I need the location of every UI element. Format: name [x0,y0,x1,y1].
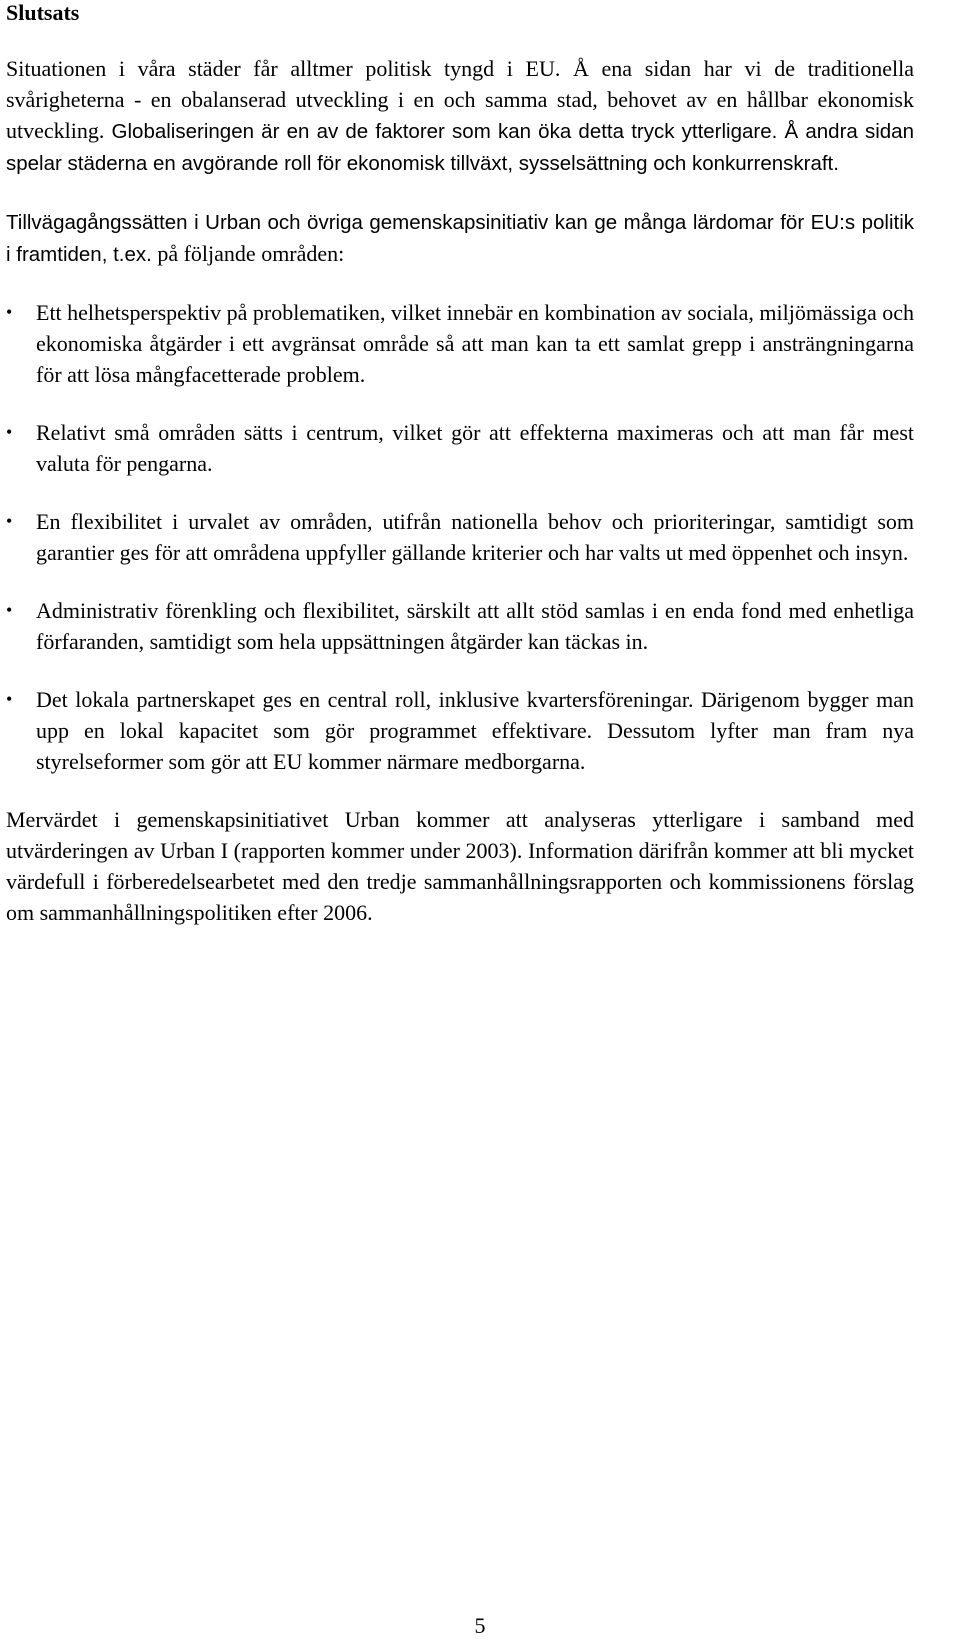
list-item-text: Relativt små områden sätts i centrum, vilket gör att effekterna maximeras och att man får mest valuta för pengarna. [36,420,914,476]
list-item [6,684,914,777]
intro-text-serif: Situationen i våra städer får alltmer politisk tyngd i EU. Å ena sidan har vi de traditionella svårigheterna - en obalanserad utveckling i en och samma stad, behovet av en hållbar ekonomisk utveckling. [6,56,914,143]
bullet-icon: • [6,689,13,709]
intro-paragraph [6,53,914,179]
list-item-text: Administrativ förenkling och flexibilitet, särskilt att allt stöd samlas i en enda fond med enhetliga förfaranden, samtidigt som hela uppsättningen åtgärder kan täckas in. [36,598,914,654]
conclusion-paragraph: Mervärdet i gemenskapsinitiativet Urban kommer att analyseras ytterligare i samband med utvärderingen av Urban I (rapporten kommer under 2003). Information därifrån kommer att bli mycket värdefull i förberedelsearbetet med den tredje sammanhållningsrapporten och kommissionens förslag om sammanhållningspolitiken efter 2006. [6,807,914,925]
lessons-list [6,297,914,777]
list-item [6,595,914,657]
list-item-text: En flexibilitet i urvalet av områden, utifrån nationella behov och prioriteringar, samtidigt som garantier ges för att områdena uppfyller gällande kriterier och har valts ut med öppenhet och insyn. [36,509,914,565]
bullet-icon: • [6,511,13,531]
bullet-icon: • [6,422,13,442]
document-page [6,0,914,928]
bullet-icon: • [6,302,13,322]
list-item-text: Ett helhetsperspektiv på problematiken, vilket innebär en kombination av sociala, miljömässiga och ekonomiska åtgärder i ett avgränsat område så att man kan ta ett samlat grepp i ansträngningarna för att lösa mångfacetterade problem. [36,300,914,387]
lessons-text-sans: Tillvägagångssätten i Urban och övriga gemenskapsinitiativ kan ge många lärdomar för EU:s politik i framtiden, t.ex. [6,211,914,266]
lessons-text-serif: på följande områden: [151,241,345,266]
list-item-text: Det lokala partnerskapet ges en central roll, inklusive kvartersföreningar. Därigenom bygger man upp en lokal kapacitet som gör programmet effektivare. Dessutom lyfter man fram nya styrelseformer som gör att EU kommer närmare medborgarna. [36,687,914,774]
list-item [6,297,914,390]
list-item [6,417,914,479]
bullet-icon: • [6,600,13,620]
page-number: 5 [474,1613,486,1638]
intro-text-sans: Globaliseringen är en av de faktorer som kan öka detta tryck ytterligare. Å andra sidan spelar städerna en avgörande roll för ekonomisk tillväxt, sysselsättning och konkurrenskraft. [6,120,914,175]
list-item [6,506,914,568]
lessons-paragraph [6,206,914,270]
section-heading: Slutsats [6,0,80,25]
